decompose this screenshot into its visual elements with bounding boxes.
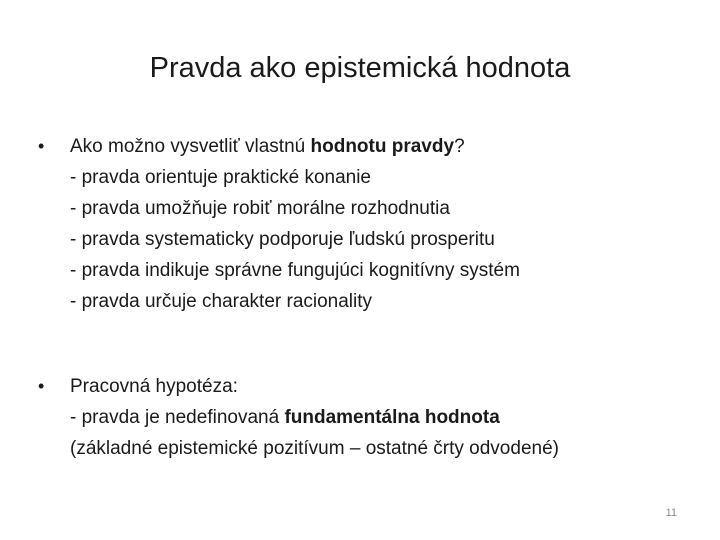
hypothesis-line (70, 402, 698, 433)
bullet-dot-icon: • (38, 136, 45, 156)
sub-list (38, 162, 698, 317)
page-number: 11 (665, 507, 677, 519)
bullet-block-hypothesis (38, 371, 698, 464)
bullet-item (38, 131, 698, 162)
hypothesis-note: (základné epistemické pozitívum – ostatné črty odvodené) (70, 438, 559, 459)
hypothesis-heading: Pracovná hypotéza: (70, 376, 238, 397)
sub-line: - pravda orientuje praktické konanie (70, 167, 372, 188)
question-bold: hodnotu pravdy (310, 136, 455, 157)
bullet-block-truth-value (38, 131, 698, 317)
sub-line: - pravda určuje charakter racionality (70, 291, 373, 312)
sub-list (38, 402, 698, 464)
hypothesis-prefix: - pravda je nedefinovaná (70, 407, 285, 428)
question-prefix: Ako možno vysvetliť vlastnú (70, 136, 311, 157)
hypothesis-bold: fundamentálna hodnota (284, 407, 500, 428)
question-suffix: ? (454, 136, 465, 157)
bullet-item (38, 371, 698, 402)
sub-line: - pravda umožňuje robiť morálne rozhodnutia (70, 198, 450, 219)
bullet-question (70, 131, 465, 162)
slide-title: Pravda ako epistemická hodnota (149, 52, 571, 84)
sub-line: - pravda indikuje správne fungujúci kognitívny systém (70, 260, 520, 281)
bullet-dot-icon: • (38, 376, 45, 396)
sub-line: - pravda systematicky podporuje ľudskú prosperitu (70, 229, 495, 250)
